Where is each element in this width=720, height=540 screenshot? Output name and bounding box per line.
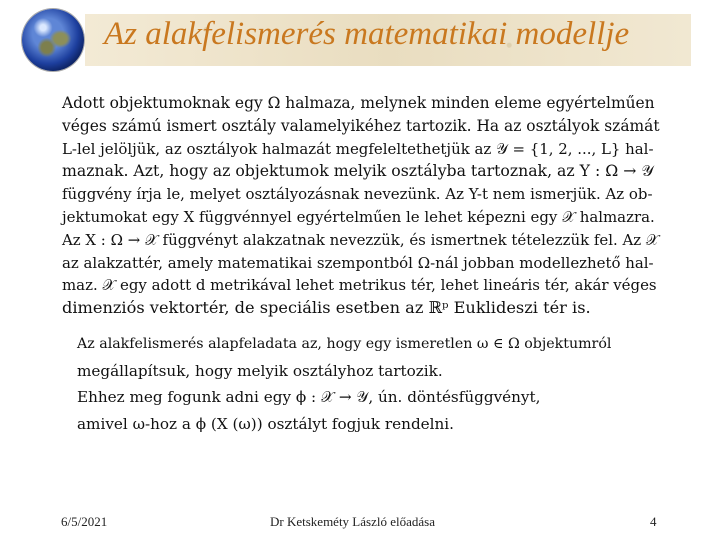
text-line: az alakzattér, amely matematikai szempontból Ω-nál jobban modellezhető hal- [62,253,654,272]
text-line: amivel ω-hoz a ϕ (X (ω)) osztályt fogjuk rendelni. [77,414,454,433]
text-line: Az alakfelismerés alapfeladata az, hogy egy ismeretlen ω ∈ Ω objektumról [77,336,612,352]
text-line: Adott objektumoknak egy Ω halmaza, melynek minden eleme egyértelműen [62,94,655,112]
text-line: Az X : Ω → 𝒳 függvényt alakzatnak nevezzük, és ismertnek tételezzük fel. Az 𝒳 [62,230,659,249]
slide-title: Az alakfelismerés matematikai modellje [104,16,630,52]
task-paragraph [77,331,617,437]
page-number: 4 [650,514,657,529]
text-line: véges számú ismert osztály valamelyikéhez tartozik. Ha az osztályok számát [62,116,660,135]
definition-paragraph [62,92,660,320]
footer-date: 6/5/2021 [61,514,108,529]
text-line: maznak. Azt, hogy az objektumok melyik osztályba tartoznak, az Y : Ω → 𝒴 [62,161,654,181]
text-line: L-lel jelöljük, az osztályok halmazát megfeleltethetjük az 𝒴 = {1, 2, ..., L} hal- [62,139,654,158]
text-line: jektumokat egy X függvénnyel egyértelműen le lehet képezni egy 𝒳 halmazra. [62,207,655,226]
text-line: megállapítsuk, hogy melyik osztályhoz tartozik. [77,361,443,380]
text-line: maz. 𝒳 egy adott d metrikával lehet metrikus tér, lehet lineáris tér, akár véges [62,276,657,295]
globe-icon [22,9,84,71]
text-line: dimenziós vektortér, de speciális esetben az ℝᵖ Euklideszi tér is. [62,298,591,318]
footer-author: Dr Ketskeméty László előadása [270,514,435,529]
text-line: függvény írja le, melyet osztályozásnak nevezünk. Az Y-t nem ismerjük. Az ob- [62,185,653,204]
text-line: Ehhez meg fogunk adni egy ϕ : 𝒳 → 𝒴, ún. döntésfüggvényt, [77,388,541,406]
